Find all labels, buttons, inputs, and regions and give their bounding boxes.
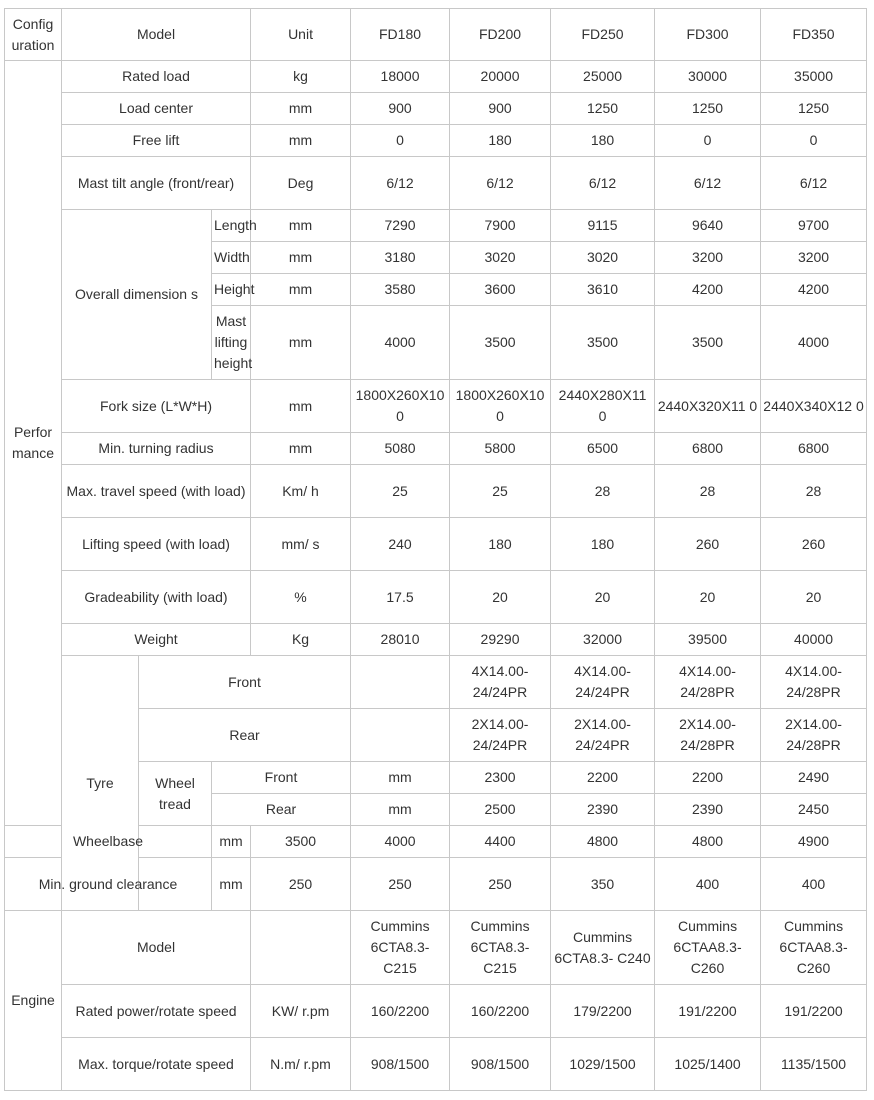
value-cell: 4000	[761, 306, 867, 380]
row-label: Min. ground clearance	[5, 858, 212, 911]
row-label: Lifting speed (with load)	[62, 518, 251, 571]
value-cell: 2X14.00- 24/28PR	[761, 709, 867, 762]
group-wheel-tread: Wheel tread	[139, 762, 212, 826]
value-cell: 4800	[655, 826, 761, 858]
value-cell: 20	[551, 571, 655, 624]
value-cell: 400	[655, 858, 761, 911]
value-cell: 20	[761, 571, 867, 624]
row-label: Min. turning radius	[62, 433, 251, 465]
value-cell: 350	[551, 858, 655, 911]
value-cell: 3200	[761, 242, 867, 274]
header-model-name: FD350	[761, 9, 867, 61]
group-engine: Engine	[5, 911, 62, 1091]
value-cell: 6800	[655, 433, 761, 465]
value-cell: 2X14.00- 24/28PR	[655, 709, 761, 762]
unit-cell: N.m/ r.pm	[251, 1038, 351, 1091]
table-row	[5, 985, 867, 1038]
value-cell: 25	[351, 465, 450, 518]
value-cell: 2490	[761, 762, 867, 794]
value-cell: 17.5	[351, 571, 450, 624]
value-cell: 1800X260X10 0	[351, 380, 450, 433]
value-cell: 6/12	[655, 157, 761, 210]
value-cell: 9700	[761, 210, 867, 242]
value-cell: 32000	[551, 624, 655, 656]
value-cell: 160/2200	[351, 985, 450, 1038]
value-cell: 240	[351, 518, 450, 571]
value-cell: Cummins 6CTAA8.3- C260	[761, 911, 867, 985]
unit-cell: mm	[351, 794, 450, 826]
value-cell: 40000	[761, 624, 867, 656]
unit-cell: mm	[351, 762, 450, 794]
row-label: Free lift	[62, 125, 251, 157]
row-label: Width	[212, 242, 251, 274]
row-label: Rear	[212, 794, 351, 826]
value-cell: 35000	[761, 61, 867, 93]
table-row	[5, 125, 867, 157]
value-cell: 6/12	[761, 157, 867, 210]
unit-cell: mm	[251, 433, 351, 465]
value-cell: 900	[450, 93, 551, 125]
value-cell: 28	[551, 465, 655, 518]
value-cell: 39500	[655, 624, 761, 656]
value-cell: 3500	[450, 306, 551, 380]
value-cell: Cummins 6CTA8.3- C215	[450, 911, 551, 985]
value-cell: 4000	[351, 826, 450, 858]
table-row	[5, 858, 867, 911]
row-label: Max. travel speed (with load)	[62, 465, 251, 518]
value-cell: 1800X260X10 0	[450, 380, 551, 433]
value-cell: 4000	[351, 306, 450, 380]
spec-table	[4, 8, 867, 1091]
value-cell: 2300	[450, 762, 551, 794]
row-label: Load center	[62, 93, 251, 125]
value-cell: 3200	[655, 242, 761, 274]
value-cell: 180	[551, 125, 655, 157]
table-row	[5, 61, 867, 93]
value-cell: 9640	[655, 210, 761, 242]
value-cell: 2390	[551, 794, 655, 826]
row-label: Fork size (L*W*H)	[62, 380, 251, 433]
header-model: Model	[62, 9, 251, 61]
value-cell: 3610	[551, 274, 655, 306]
row-label: Gradeability (with load)	[62, 571, 251, 624]
value-cell: Cummins 6CTAA8.3- C260	[655, 911, 761, 985]
value-cell: 6/12	[450, 157, 551, 210]
table-row	[5, 518, 867, 571]
value-cell: 2200	[551, 762, 655, 794]
value-cell: 2440X340X12 0	[761, 380, 867, 433]
row-label: Max. torque/rotate speed	[62, 1038, 251, 1091]
value-cell: 20000	[450, 61, 551, 93]
value-cell: 2200	[655, 762, 761, 794]
value-cell: 400	[761, 858, 867, 911]
unit-cell: mm	[212, 826, 251, 858]
header-row	[5, 9, 867, 61]
value-cell: 1135/1500	[761, 1038, 867, 1091]
value-cell: 3020	[551, 242, 655, 274]
value-cell: 908/1500	[450, 1038, 551, 1091]
value-cell: 3020	[450, 242, 551, 274]
value-cell: 2450	[761, 794, 867, 826]
value-cell: 4200	[761, 274, 867, 306]
header-unit: Unit	[251, 9, 351, 61]
unit-cell: kg	[251, 61, 351, 93]
row-label: Rated power/rotate speed	[62, 985, 251, 1038]
group-overall-dimensions: Overall dimension s	[62, 210, 212, 380]
row-label: Rear	[139, 709, 351, 762]
value-cell: Cummins 6CTA8.3- C240	[551, 911, 655, 985]
value-cell: 20	[655, 571, 761, 624]
value-cell: 7290	[351, 210, 450, 242]
value-cell: 28	[761, 465, 867, 518]
value-cell: 5080	[351, 433, 450, 465]
value-cell: 4800	[551, 826, 655, 858]
value-cell: 4X14.00- 24/24PR	[551, 656, 655, 709]
value-cell: 18000	[351, 61, 450, 93]
value-cell: 900	[351, 93, 450, 125]
value-cell: 4X14.00- 24/24PR	[450, 656, 551, 709]
header-model-name: FD200	[450, 9, 551, 61]
value-cell: 29290	[450, 624, 551, 656]
value-cell: 3500	[251, 826, 351, 858]
value-cell: 1029/1500	[551, 1038, 655, 1091]
header-config: Config uration	[5, 9, 62, 61]
group-tyre: Tyre	[62, 656, 139, 911]
value-cell: 4400	[450, 826, 551, 858]
row-label: Height	[212, 274, 251, 306]
value-cell: 4200	[655, 274, 761, 306]
table-row	[5, 433, 867, 465]
header-model-name: FD300	[655, 9, 761, 61]
value-cell: 0	[655, 125, 761, 157]
value-cell: 3600	[450, 274, 551, 306]
table-row	[5, 380, 867, 433]
value-cell: 2500	[450, 794, 551, 826]
value-cell: 180	[450, 125, 551, 157]
row-label: Front	[139, 656, 351, 709]
table-row	[5, 93, 867, 125]
value-cell: 180	[450, 518, 551, 571]
value-cell: 250	[450, 858, 551, 911]
value-cell: 1250	[551, 93, 655, 125]
value-cell: 30000	[655, 61, 761, 93]
row-label: Wheelbase	[5, 826, 212, 858]
value-cell: 250	[251, 858, 351, 911]
group-performance: Perfor mance	[5, 61, 62, 826]
value-cell: 179/2200	[551, 985, 655, 1038]
value-cell: 6800	[761, 433, 867, 465]
value-cell: 191/2200	[655, 985, 761, 1038]
value-cell: 2X14.00- 24/24PR	[450, 709, 551, 762]
value-cell: 3500	[655, 306, 761, 380]
unit-cell: Deg	[251, 157, 351, 210]
value-cell: 3500	[551, 306, 655, 380]
unit-cell: Km/ h	[251, 465, 351, 518]
row-label: Front	[212, 762, 351, 794]
table-row	[5, 571, 867, 624]
value-cell: 2X14.00- 24/24PR	[551, 709, 655, 762]
value-cell: 3580	[351, 274, 450, 306]
table-row	[5, 911, 867, 985]
value-cell: 28010	[351, 624, 450, 656]
unit-cell: mm	[251, 125, 351, 157]
unit-cell: mm	[212, 858, 251, 911]
row-label: Model	[62, 911, 251, 985]
unit-cell: %	[251, 571, 351, 624]
value-cell: 160/2200	[450, 985, 551, 1038]
unit-cell: mm	[251, 93, 351, 125]
value-cell: 260	[761, 518, 867, 571]
value-cell: 2390	[655, 794, 761, 826]
value-cell: 3180	[351, 242, 450, 274]
unit-cell: mm	[251, 274, 351, 306]
unit-cell	[351, 709, 450, 762]
value-cell: 4900	[761, 826, 867, 858]
unit-cell: mm	[251, 306, 351, 380]
value-cell: 4X14.00- 24/28PR	[655, 656, 761, 709]
value-cell: 7900	[450, 210, 551, 242]
value-cell: 28	[655, 465, 761, 518]
value-cell: 180	[551, 518, 655, 571]
unit-cell: mm	[251, 380, 351, 433]
unit-cell: mm	[251, 210, 351, 242]
value-cell: Cummins 6CTA8.3- C215	[351, 911, 450, 985]
value-cell: 0	[761, 125, 867, 157]
value-cell: 6500	[551, 433, 655, 465]
value-cell: 250	[351, 858, 450, 911]
row-label: Weight	[62, 624, 251, 656]
table-row	[5, 1038, 867, 1091]
value-cell: 25	[450, 465, 551, 518]
table-row	[5, 210, 867, 242]
row-label: Length	[212, 210, 251, 242]
table-row	[5, 465, 867, 518]
row-label: Mast lifting height	[212, 306, 251, 380]
unit-cell: Kg	[251, 624, 351, 656]
table-row	[5, 826, 867, 858]
value-cell: 1250	[761, 93, 867, 125]
header-model-name: FD180	[351, 9, 450, 61]
value-cell: 1025/1400	[655, 1038, 761, 1091]
unit-cell: KW/ r.pm	[251, 985, 351, 1038]
value-cell: 6/12	[551, 157, 655, 210]
value-cell: 20	[450, 571, 551, 624]
value-cell: 2440X280X11 0	[551, 380, 655, 433]
value-cell: 191/2200	[761, 985, 867, 1038]
unit-cell: mm/ s	[251, 518, 351, 571]
table-row	[5, 656, 867, 709]
value-cell: 6/12	[351, 157, 450, 210]
value-cell: 4X14.00- 24/28PR	[761, 656, 867, 709]
unit-cell	[251, 911, 351, 985]
value-cell: 908/1500	[351, 1038, 450, 1091]
unit-cell: mm	[251, 242, 351, 274]
row-label: Mast tilt angle (front/rear)	[62, 157, 251, 210]
value-cell: 25000	[551, 61, 655, 93]
row-label: Rated load	[62, 61, 251, 93]
value-cell: 9115	[551, 210, 655, 242]
table-row	[5, 624, 867, 656]
table-row	[5, 157, 867, 210]
value-cell: 260	[655, 518, 761, 571]
value-cell: 5800	[450, 433, 551, 465]
value-cell: 2440X320X11 0	[655, 380, 761, 433]
value-cell: 1250	[655, 93, 761, 125]
value-cell: 0	[351, 125, 450, 157]
header-model-name: FD250	[551, 9, 655, 61]
unit-cell	[351, 656, 450, 709]
spec-table-body	[5, 9, 867, 1091]
